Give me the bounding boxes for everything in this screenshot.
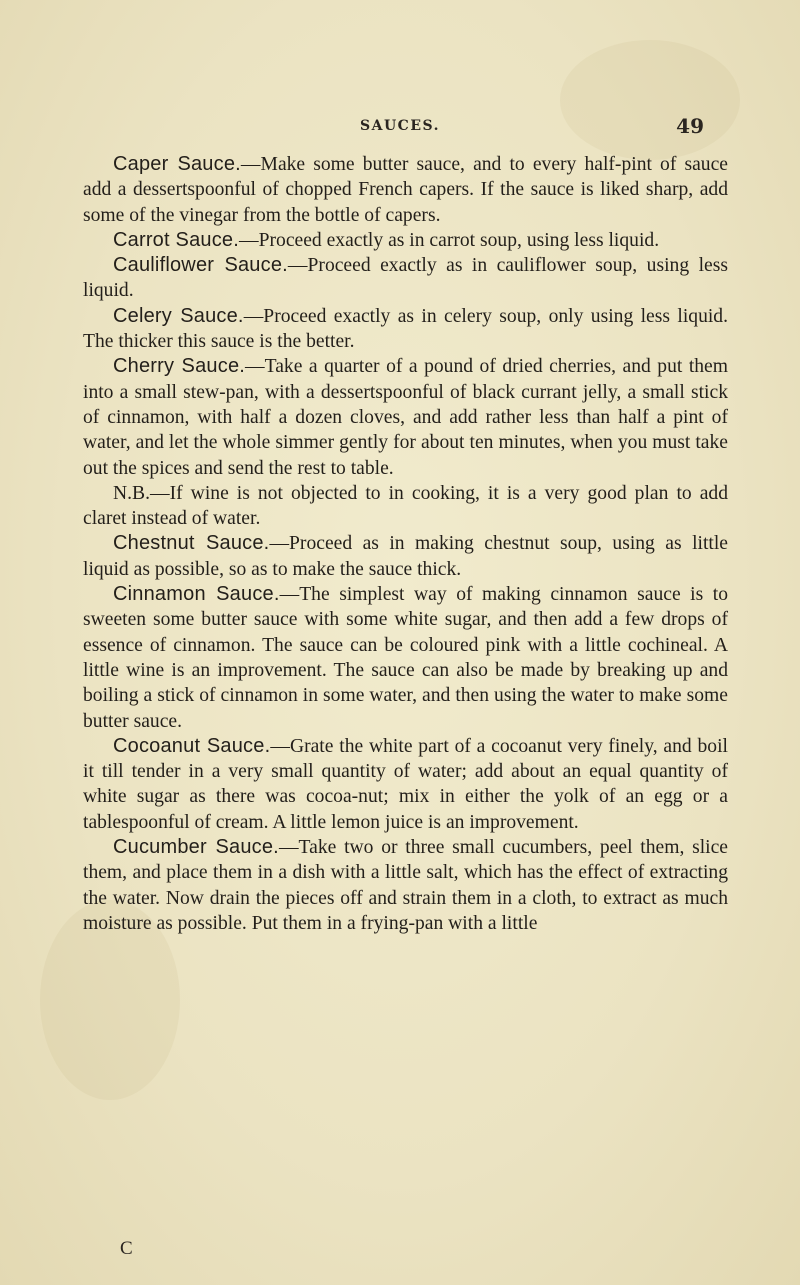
recipe-body: —Take a quarter of a pound of dried cherries, and put them into a small stew-pan, with a dessertspoonful of black currant jelly, a small stick of cinnamon, with half a dozen cloves, and add rather less than half a pint of water, and let the whole simmer gently for about ten minutes, when you must take out the spices and send the rest to table. — [83, 356, 728, 479]
note-paragraph — [83, 481, 728, 532]
recipe-body: —Proceed as in making chestnut soup, using as little liquid as possible, so as to make the sauce thick. — [83, 533, 728, 580]
recipe-body: —Proceed exactly as in carrot soup, using less liquid. — [239, 229, 660, 251]
recipe-paragraph — [83, 734, 728, 835]
recipe-title: Cucumber Sauce. — [113, 836, 279, 859]
recipe-title: Carrot Sauce. — [113, 228, 239, 251]
signature-mark: C — [120, 1238, 133, 1259]
recipe-body: —Proceed exactly as in cauliflower soup, using less liquid. — [83, 255, 728, 302]
running-head — [0, 114, 800, 142]
recipe-title: Cherry Sauce. — [113, 355, 246, 378]
recipe-body: —The simplest way of making cinnamon sauce is to sweeten some butter sauce with some white sugar, and then add a few drops of essence of cinnamon. The sauce can be coloured pink with a little cochineal. A little wine is an improvement. The sauce can also be made by breaking up and boiling a stick of cinnamon in some water, and then using the water to make some butter sauce. — [83, 584, 728, 732]
page-number: 49 — [676, 114, 704, 138]
note-body: N.B.—If wine is not objected to in cooking, it is a very good plan to add claret instead of water. — [83, 482, 728, 530]
running-title: SAUCES. — [360, 118, 440, 134]
recipe-paragraph — [83, 304, 728, 355]
recipe-paragraph — [83, 835, 728, 936]
recipe-paragraph — [83, 531, 728, 582]
recipe-paragraph — [83, 152, 728, 228]
recipe-paragraph — [83, 582, 728, 734]
recipe-title: Caper Sauce. — [113, 153, 241, 175]
recipe-paragraph — [83, 228, 728, 253]
recipe-body: —Grate the white part of a cocoanut very finely, and boil it till tender in a very small quantity of water; add about an equal quantity of white sugar as there was cocoa-nut; mix in either the yolk of an egg or a tablespoonful of cream. A little lemon juice is an improvement. — [83, 735, 728, 833]
recipe-text — [83, 152, 728, 936]
recipe-title: Cinnamon Sauce. — [113, 583, 280, 606]
paper-stain — [560, 40, 740, 160]
recipe-body: —Proceed exactly as in celery soup, only using less liquid. The thicker this sauce is the better. — [83, 305, 728, 353]
recipe-title: Cocoanut Sauce. — [113, 734, 271, 757]
recipe-paragraph — [83, 354, 728, 480]
recipe-title: Chestnut Sauce. — [113, 532, 270, 555]
recipe-body: —Take two or three small cucumbers, peel them, slice them, and place them in a dish with a little salt, which has the effect of extracting the water. Now drain the pieces off and strain them in a cloth, to extract as much moisture as possible. Put them in a frying-pan with a little — [83, 837, 729, 934]
recipe-body: —Make some butter sauce, and to every half-pint of sauce add a dessertspoonful of chopped French capers. If the sauce is liked sharp, add some of the vinegar from the bottle of capers. — [83, 154, 728, 226]
recipe-title: Celery Sauce. — [113, 304, 244, 327]
recipe-title: Cauliflower Sauce. — [113, 254, 288, 277]
recipe-paragraph — [83, 253, 728, 304]
